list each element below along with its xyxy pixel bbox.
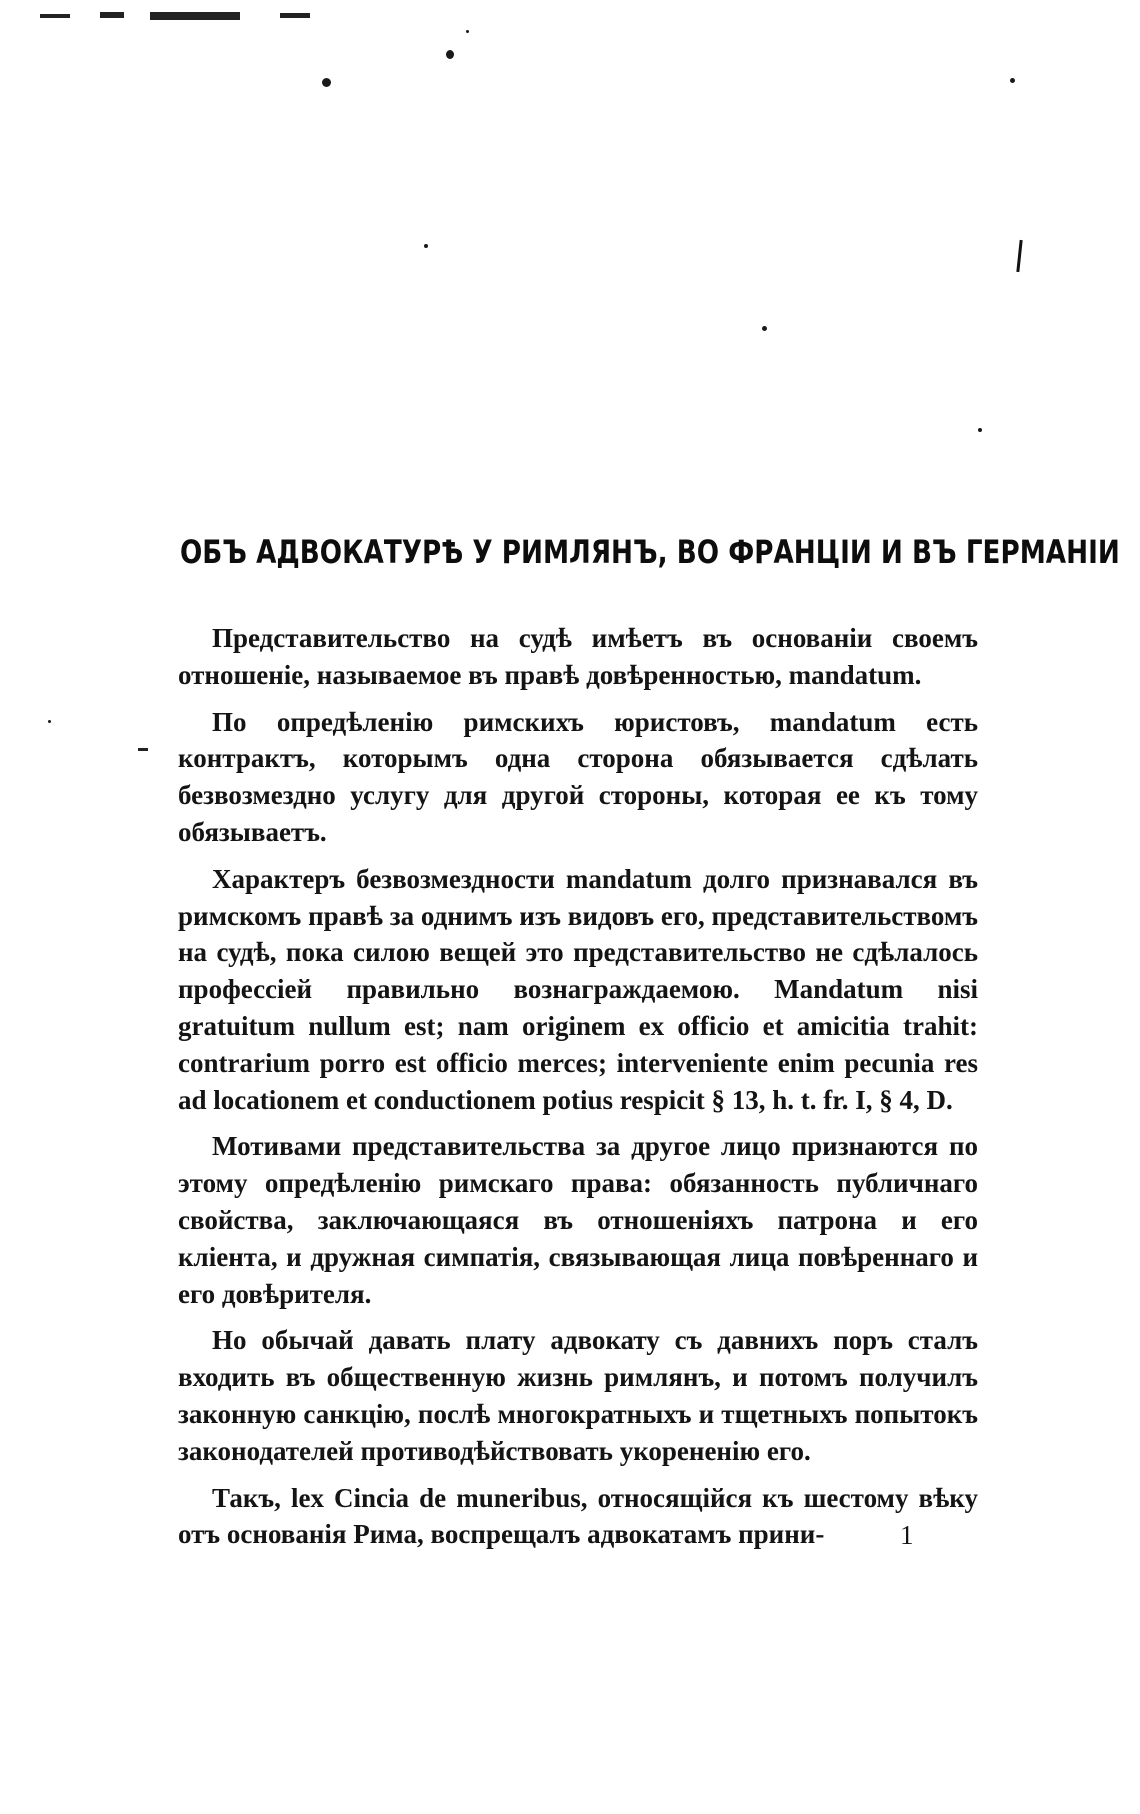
paragraph: Такъ, lex Cincia de muneribus, относящійся къ шестому вѣку отъ основанія Рима, воспрещалъ адвокатамъ прини- xyxy=(178,1482,978,1550)
page-number: 1 xyxy=(900,1520,914,1550)
scan-speck xyxy=(978,428,982,432)
paragraph: Характеръ безвозмездности mandatum долго признавался въ римскомъ правѣ за однимъ изъ видовъ его, представительствомъ на судѣ, пока силою вещей это представительство не сдѣлалось профессіей правильно вознаграждаемою. Mandatum nisi gratuitum nullum est; nam originem ex officio et amicitia trahit: contrarium porro est officio merces; interveniente enim pecunia res ad locationem et conductionem potius respicit § 13, h. t. fr. I, § 4, D. xyxy=(178,863,978,1115)
scan-smudge xyxy=(40,10,340,24)
scan-speck xyxy=(48,720,51,723)
scan-speck xyxy=(762,326,767,331)
paragraph: По опредѣленію римскихъ юристовъ, mandatum есть контрактъ, которымъ одна сторона обязывается сдѣлать безвозмездно услугу для другой стороны, которая ее къ тому обязываетъ. xyxy=(178,706,978,847)
paragraph: Но обычай давать плату адвокату съ давнихъ поръ сталъ входить въ общественную жизнь римлянъ, и потомъ получилъ законную санкцію, послѣ многократныхъ и тщетныхъ попытокъ законодателей противодѣйствовать укорененію его. xyxy=(178,1325,978,1466)
body-text xyxy=(178,620,978,1563)
scan-speck xyxy=(1010,78,1015,83)
manuscript-mark xyxy=(940,160,1020,280)
page-title: ОБЪ АДВОКАТУРѢ У РИМЛЯНЪ, ВО ФРАНЦІИ И ВЪ ГЕРМАНІИ xyxy=(180,533,1120,572)
pen-stroke xyxy=(1016,240,1022,272)
paragraph: Представительство на судѣ имѣетъ въ основаніи своемъ отношеніе, называемое въ правѣ довѣренностью, mandatum. xyxy=(178,623,978,690)
margin-mark xyxy=(138,748,148,751)
paragraph: Мотивами представительства за другое лицо признаются по этому опредѣленію римскаго права: обязанность публичнаго свойства, заключающаяся въ отношеніяхъ патрона и его кліента, и дружная симпатія, связывающая лица повѣреннаго и его довѣрителя. xyxy=(178,1131,978,1309)
scan-speck xyxy=(424,244,428,248)
scan-speck xyxy=(466,30,469,33)
scan-speck xyxy=(322,78,331,87)
scan-speck xyxy=(446,50,454,59)
